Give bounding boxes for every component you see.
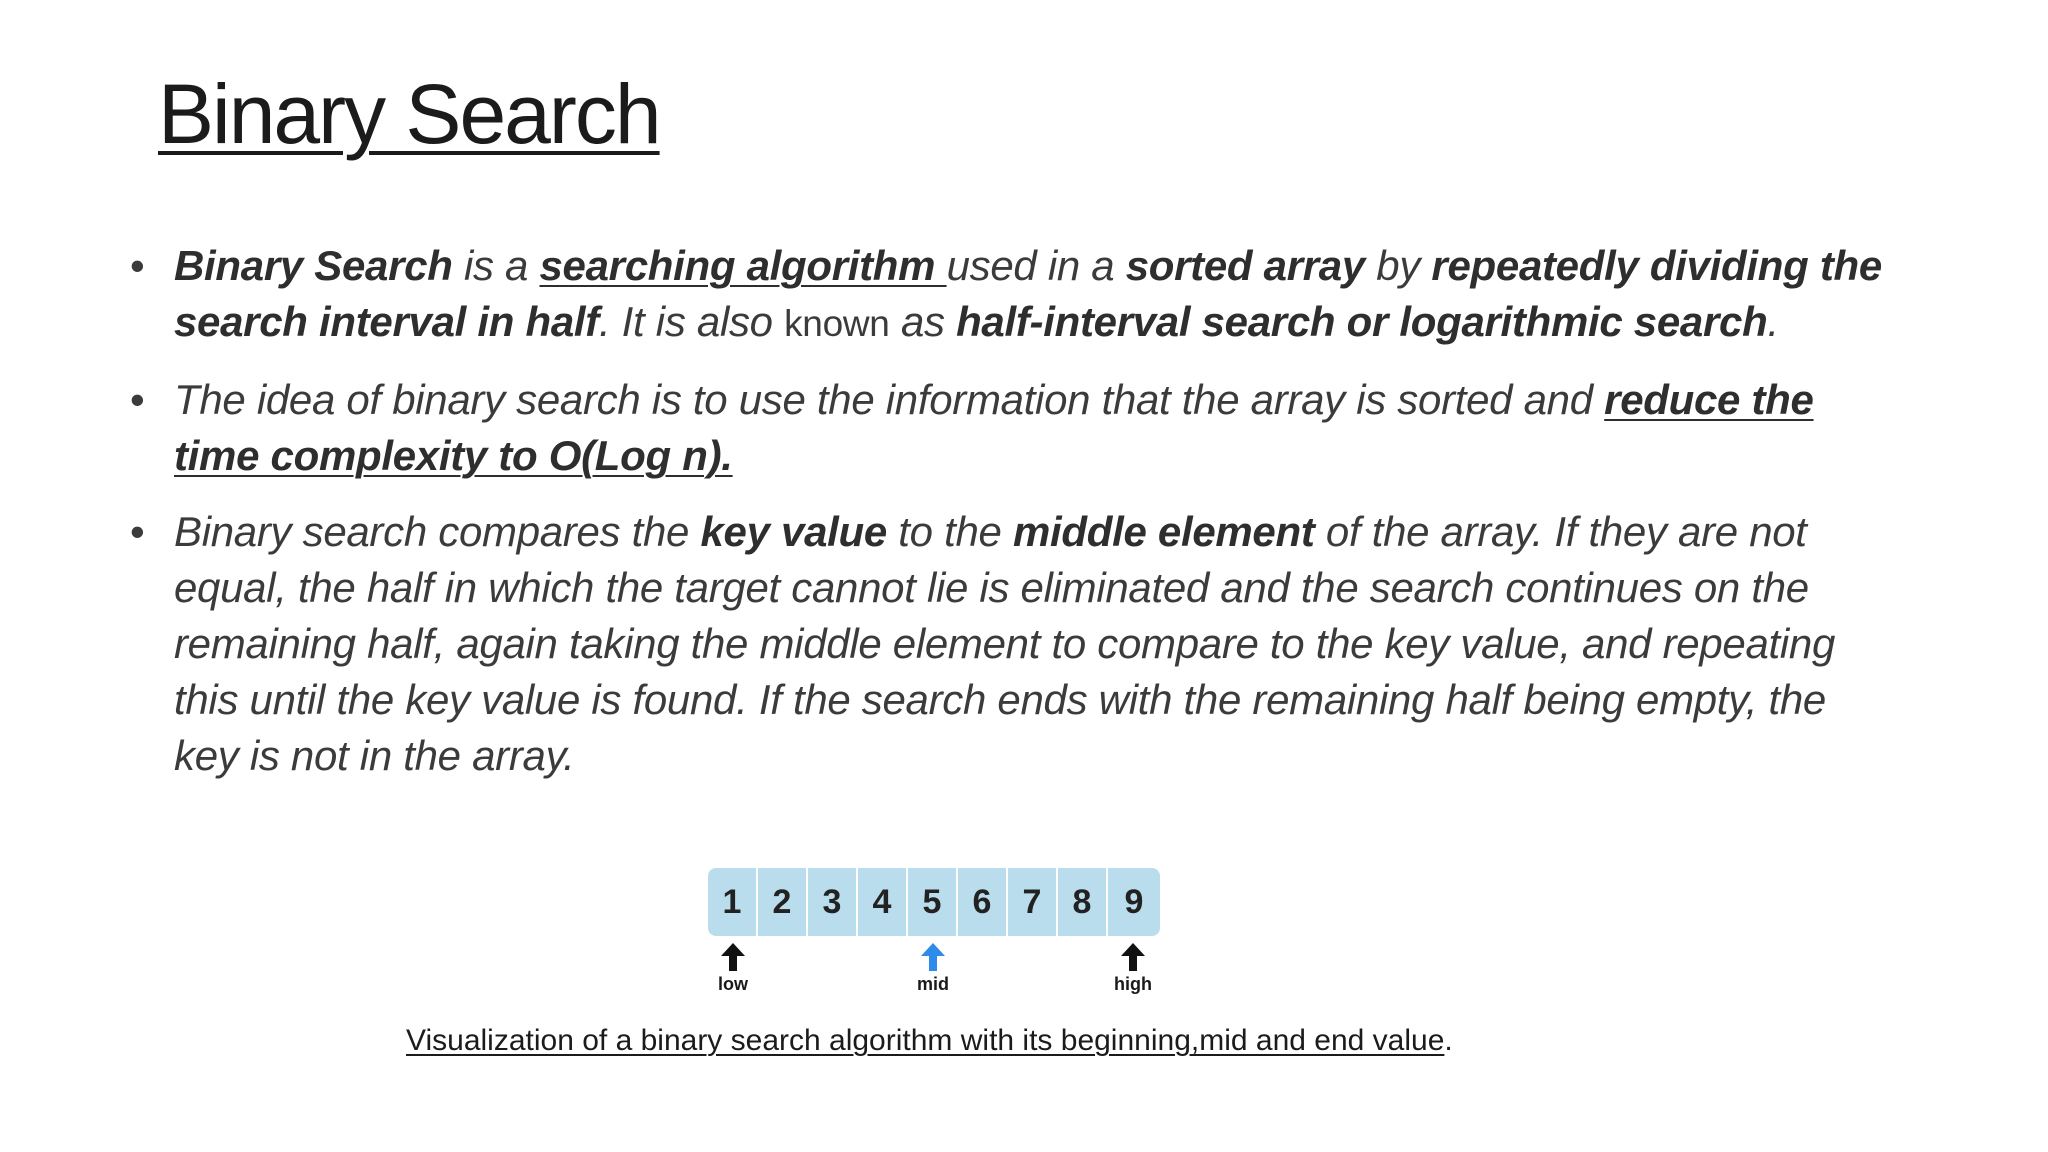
bullet-text-segment: known	[784, 303, 890, 344]
caption-text: Visualization of a binary search algorithm with its beginning,mid and end value	[406, 1024, 1445, 1057]
array-cells	[708, 868, 1160, 936]
bullet-text-segment: .	[1767, 298, 1779, 345]
bullet-text-segment: sorted array	[1125, 242, 1365, 289]
array-cell: 5	[908, 868, 958, 936]
up-arrow-icon	[920, 942, 946, 972]
array-cell: 8	[1058, 868, 1108, 936]
bullet-text-segment: of the array. If they are not equal, the half in which the target cannot lie is eliminated and the search continues on the remaining half, again taking the middle element to compare to the key value, and repeating this until the key value is found. If the search ends with the remaining half being empty, the key is not in the array.	[174, 508, 1836, 779]
bullet-text-segment: middle element	[1012, 508, 1315, 555]
bullet-text-segment: is a	[452, 242, 540, 289]
bullet-item	[130, 238, 1890, 352]
array-cell: 1	[708, 868, 758, 936]
bullet-text-segment: key value	[700, 508, 887, 555]
bullet-text-segment: reduce the time complexity to O(Log n).	[174, 376, 1814, 479]
pointer-high	[1103, 942, 1163, 995]
bullet-text-segment: Binary search compares the	[174, 508, 701, 555]
up-arrow-icon	[1120, 942, 1146, 972]
array-cell: 7	[1008, 868, 1058, 936]
bullet-text-segment: by	[1364, 242, 1432, 289]
bullet-text-segment: half-interval search or logarithmic search	[956, 298, 1768, 345]
bullet-dot: •	[130, 242, 145, 289]
pointer-low	[703, 942, 763, 995]
binary-search-figure	[708, 868, 1168, 998]
bullet-dot: •	[130, 508, 145, 555]
array-cell: 6	[958, 868, 1008, 936]
bullet-list	[130, 238, 1890, 784]
bullet-text-segment: repeatedly dividing the search interval in half	[174, 242, 1882, 345]
bullet-dot: •	[130, 376, 145, 423]
pointer-mid	[903, 942, 963, 995]
bullet-text-segment: used in a	[946, 242, 1126, 289]
bullet-text-segment: as	[889, 298, 957, 345]
bullet-text-segment: . It is also	[598, 298, 785, 345]
bullet-text-segment: The idea of binary search is to use the information that the array is sorted and	[174, 376, 1605, 423]
array-cell: 4	[858, 868, 908, 936]
array-cell: 2	[758, 868, 808, 936]
bullet-text-segment: searching algorithm	[539, 242, 947, 289]
pointer-label: mid	[916, 974, 949, 994]
array-cell: 3	[808, 868, 858, 936]
bullet-text-segment: to the	[886, 508, 1013, 555]
up-arrow-icon	[720, 942, 746, 972]
figure-caption	[406, 1024, 1453, 1058]
bullet-item	[130, 372, 1890, 484]
slide-title: Binary Search	[158, 67, 660, 161]
pointer-label: low	[718, 974, 748, 994]
bullet-item	[130, 504, 1890, 784]
pointer-label: high	[1114, 974, 1152, 994]
array-cell: 9	[1124, 882, 1144, 921]
caption-tail: .	[1444, 1024, 1453, 1057]
bullet-text-segment: Binary Search	[174, 242, 453, 289]
